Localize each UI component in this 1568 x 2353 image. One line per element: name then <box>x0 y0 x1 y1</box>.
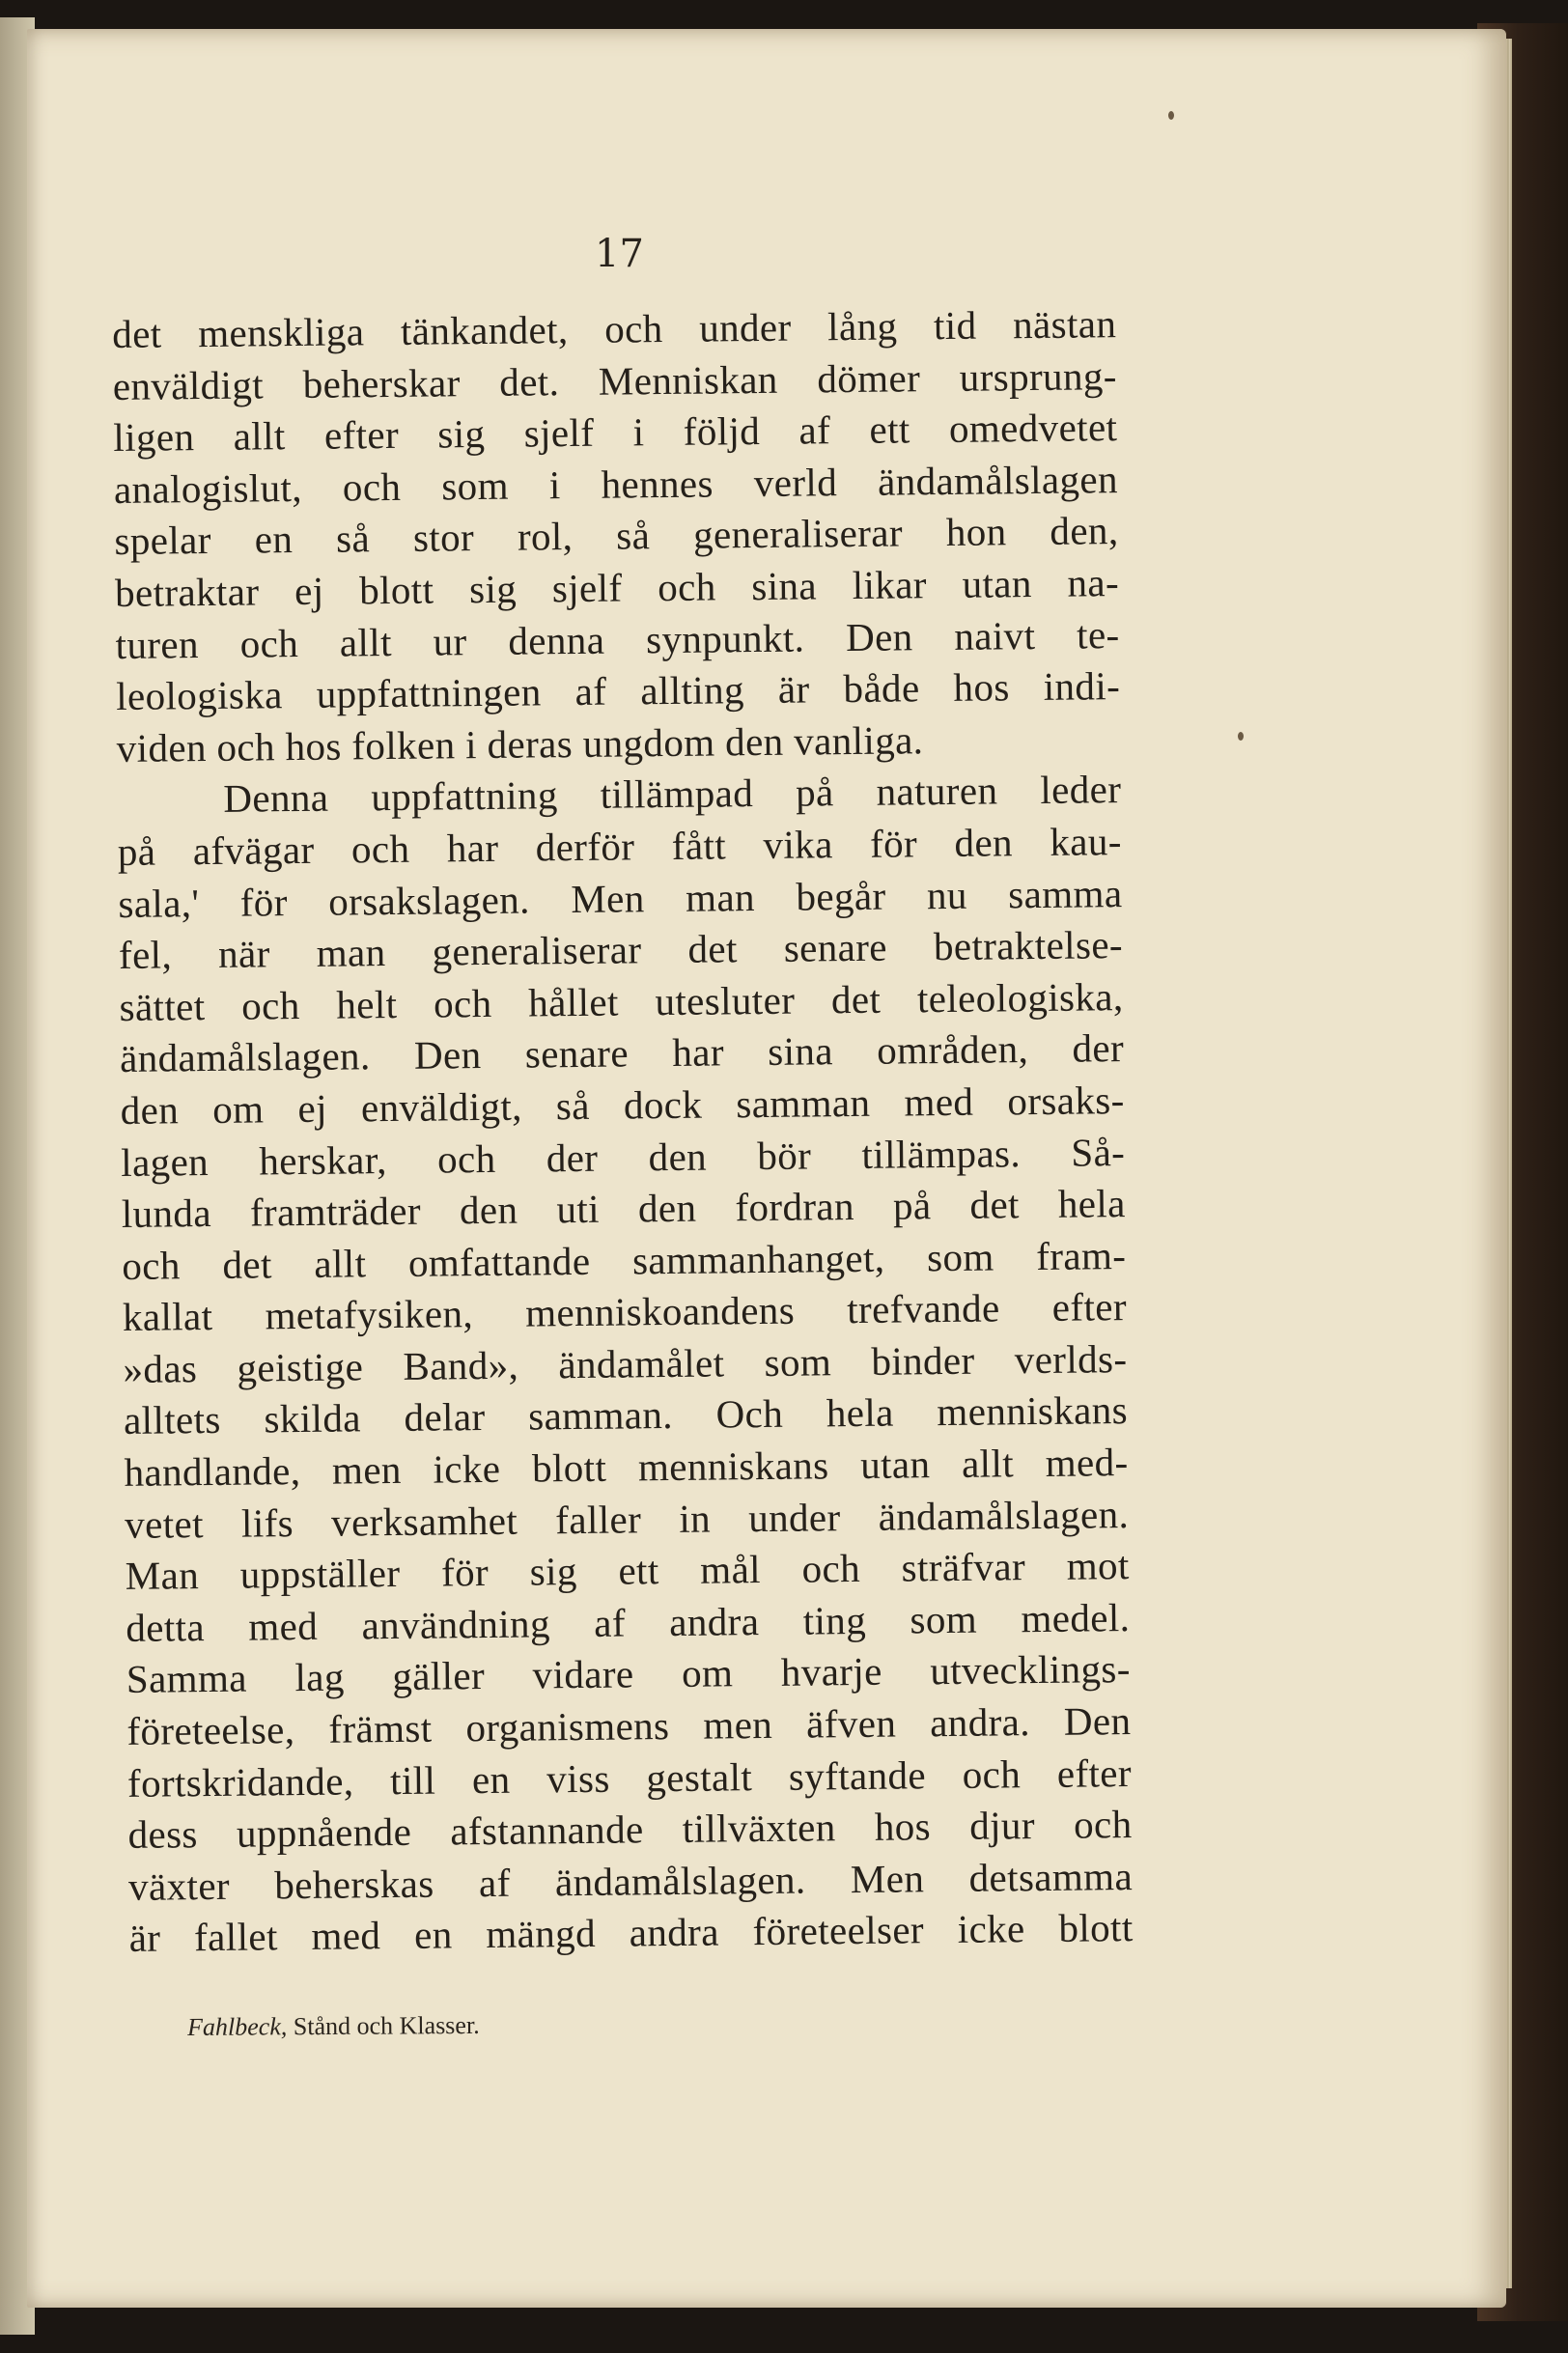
text-line: spelar en så stor rol, så generaliserar hon den, <box>114 508 1119 564</box>
text-line: »das geistige Band», ändamålet som binder verlds- <box>123 1335 1128 1391</box>
text-line: vetet lifs verksamhet faller in under ändamålslagen. <box>124 1491 1130 1547</box>
text-line: turen och allt ur denna synpunkt. Den naivt te- <box>115 611 1120 667</box>
text-line: dess uppnående afstannande tillväxten hos djur och <box>127 1802 1133 1858</box>
text-line: analogislut, och som i hennes verld ändamålslagen <box>113 456 1119 512</box>
text-line: den om ej enväldigt, så dock samman med orsaks- <box>120 1077 1125 1133</box>
text-line: sättet och helt och hållet utesluter det teleologiska, <box>119 973 1124 1029</box>
text-line: är fallet med en mängd andra företeelser icke blott <box>128 1905 1134 1961</box>
text-line: handlande, men icke blott menniskans utan allt med- <box>124 1440 1129 1495</box>
text-line: fortskridande, till en viss gestalt syftande och efter <box>126 1750 1133 1806</box>
text-line: ändamålslagen. Den senare har sina områden, der <box>119 1025 1125 1081</box>
text-line: leologiska uppfattningen af allting är både hos indi- <box>115 663 1121 719</box>
footer-title: Stånd och Klasser. <box>293 2010 480 2041</box>
text-line: Man uppställer för sig ett mål och sträfvar mot <box>125 1543 1130 1599</box>
text-line: och det allt omfattande sammanhanget, som fram- <box>122 1232 1127 1288</box>
text-line: alltets skilda delar samman. Och hela menniskans <box>123 1387 1129 1443</box>
text-line: detta med användning af andra ting som medel. <box>126 1594 1131 1650</box>
text-line: sala,' för orsakslagen. Men man begår nu samma <box>118 870 1123 926</box>
text-line: lagen herskar, och der den bör tillämpas. Så- <box>121 1129 1126 1185</box>
text-line: ligen allt efter sig sjelf i följd af ett omedvetet <box>113 405 1118 461</box>
body-text <box>112 298 1134 1965</box>
footer-signature <box>187 2011 480 2042</box>
paper-speck <box>1168 111 1174 120</box>
text-line: kallat metafysiken, menniskoandens trefvande efter <box>122 1284 1128 1340</box>
text-line: Denna uppfattning tillämpad på naturen leder <box>223 767 1122 822</box>
book-page <box>27 29 1506 2308</box>
text-line: viden och hos folken i deras ungdom den vanliga. <box>116 716 924 770</box>
text-line: fel, när man generaliserar det senare betraktelse- <box>118 922 1124 978</box>
footer-author: Fahlbeck, <box>187 2012 288 2041</box>
text-line: betraktar ej blott sig sjelf och sina likar utan na- <box>114 560 1120 615</box>
text-line: det menskliga tänkandet, och under lång tid nästan <box>112 301 1117 356</box>
text-line: företeelse, främst organismens men äfven andra. Den <box>126 1698 1132 1753</box>
paper-speck <box>1238 732 1244 741</box>
text-line: på afvägar och har derför fått vika för den kau- <box>117 819 1123 874</box>
page-number: 17 <box>595 232 644 276</box>
text-line: lunda framträder den uti den fordran på det hela <box>121 1181 1126 1237</box>
text-line: enväldigt beherskar det. Menniskan dömer ursprung- <box>112 352 1118 408</box>
text-line: växter beherskas af ändamålslagen. Men detsamma <box>127 1853 1134 1909</box>
text-line: Samma lag gäller vidare om hvarje utvecklings- <box>126 1646 1132 1702</box>
